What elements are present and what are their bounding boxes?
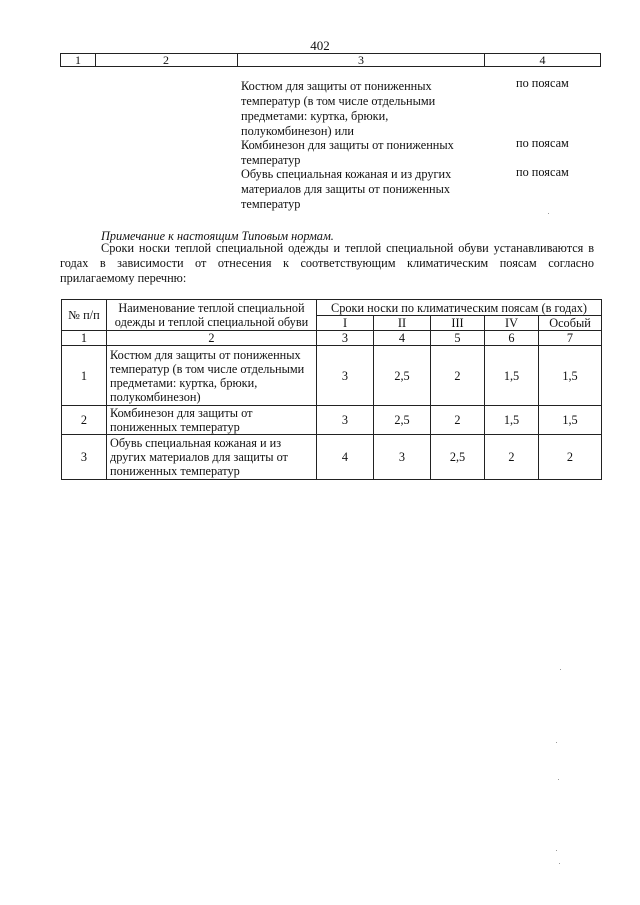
- header-col-2: 2: [163, 53, 169, 67]
- row-value: 3: [317, 406, 374, 435]
- text-line: температур: [241, 197, 301, 211]
- zone-header: IV: [485, 316, 539, 331]
- zone-header: I: [317, 316, 374, 331]
- col-terms-header: Сроки носки по климатическим поясам (в годах): [317, 300, 602, 316]
- header-col-4: 4: [539, 53, 546, 67]
- text-line: материалов для защиты от пониженных: [241, 182, 451, 196]
- row-name: Костюм для защиты от пониженных температур (в том числе отдельными предметами: куртка, брюки, полукомбинезон): [107, 346, 317, 406]
- row-value: 3: [374, 435, 431, 480]
- index-cell: 6: [485, 331, 539, 346]
- terms-table: [61, 299, 602, 480]
- zone-header: II: [374, 316, 431, 331]
- text-line: предметами: куртка, брюки,: [241, 109, 389, 123]
- continuation-item-3-text: [241, 167, 501, 212]
- header-col-3: 3: [358, 53, 364, 67]
- zone-header: III: [431, 316, 485, 331]
- page-number: 402: [310, 38, 330, 53]
- table-row: [62, 435, 602, 480]
- table-row: [62, 346, 602, 406]
- row-value: 1,5: [539, 346, 602, 406]
- continuation-header-row: [60, 53, 601, 67]
- index-cell: 2: [107, 331, 317, 346]
- col-num-header: № п/п: [62, 300, 107, 331]
- row-name: Комбинезон для защиты от пониженных температур: [107, 406, 317, 435]
- text-line: Обувь специальная кожаная и из других: [241, 167, 452, 181]
- row-num: 2: [62, 406, 107, 435]
- row-value: 2,5: [431, 435, 485, 480]
- continuation-item-1-text: [241, 79, 501, 139]
- continuation-item-2-term: по поясам: [516, 136, 569, 150]
- row-value: 3: [317, 346, 374, 406]
- continuation-item-2-text: [241, 138, 501, 168]
- note-body: Сроки носки теплой специальной одежды и теплой специальной обуви устанавливаются в годах в зависимости от отнесения к соответствующим климатическим поясам согласно прилагаемому перечню:: [60, 241, 594, 285]
- scan-speck: [556, 850, 557, 851]
- scan-speck: [558, 779, 559, 780]
- index-cell: 1: [62, 331, 107, 346]
- continuation-item-3-term: по поясам: [516, 165, 569, 179]
- row-num: 1: [62, 346, 107, 406]
- index-cell: 3: [317, 331, 374, 346]
- row-value: 2,5: [374, 406, 431, 435]
- scan-speck: [559, 863, 560, 864]
- scan-speck: [548, 213, 549, 214]
- row-num: 3: [62, 435, 107, 480]
- scan-speck: [560, 669, 561, 670]
- row-value: 2,5: [374, 346, 431, 406]
- row-value: 2: [539, 435, 602, 480]
- text-line: Комбинезон для защиты от пониженных: [241, 138, 454, 152]
- scan-speck: [556, 742, 557, 743]
- text-line: Костюм для защиты от пониженных: [241, 79, 432, 93]
- row-value: 1,5: [485, 346, 539, 406]
- table-row: [62, 406, 602, 435]
- index-cell: 7: [539, 331, 602, 346]
- text-line: полукомбинезон) или: [241, 124, 354, 138]
- zone-header: Особый: [539, 316, 602, 331]
- row-name: Обувь специальная кожаная и из других материалов для защиты от пониженных температур: [107, 435, 317, 480]
- row-value: 2: [431, 406, 485, 435]
- row-value: 2: [485, 435, 539, 480]
- row-value: 1,5: [539, 406, 602, 435]
- index-row: [62, 331, 602, 346]
- note-title: Примечание к настоящим Типовым нормам.: [101, 229, 334, 243]
- text-line: температур (в том числе отдельными: [241, 94, 436, 108]
- text-line: температур: [241, 153, 301, 167]
- index-cell: 5: [431, 331, 485, 346]
- col-name-header: Наименование теплой специальной одежды и теплой специальной обуви: [107, 300, 317, 331]
- row-value: 4: [317, 435, 374, 480]
- index-cell: 4: [374, 331, 431, 346]
- continuation-item-1-term: по поясам: [516, 76, 569, 90]
- header-col-1: 1: [75, 53, 81, 67]
- row-value: 1,5: [485, 406, 539, 435]
- row-value: 2: [431, 346, 485, 406]
